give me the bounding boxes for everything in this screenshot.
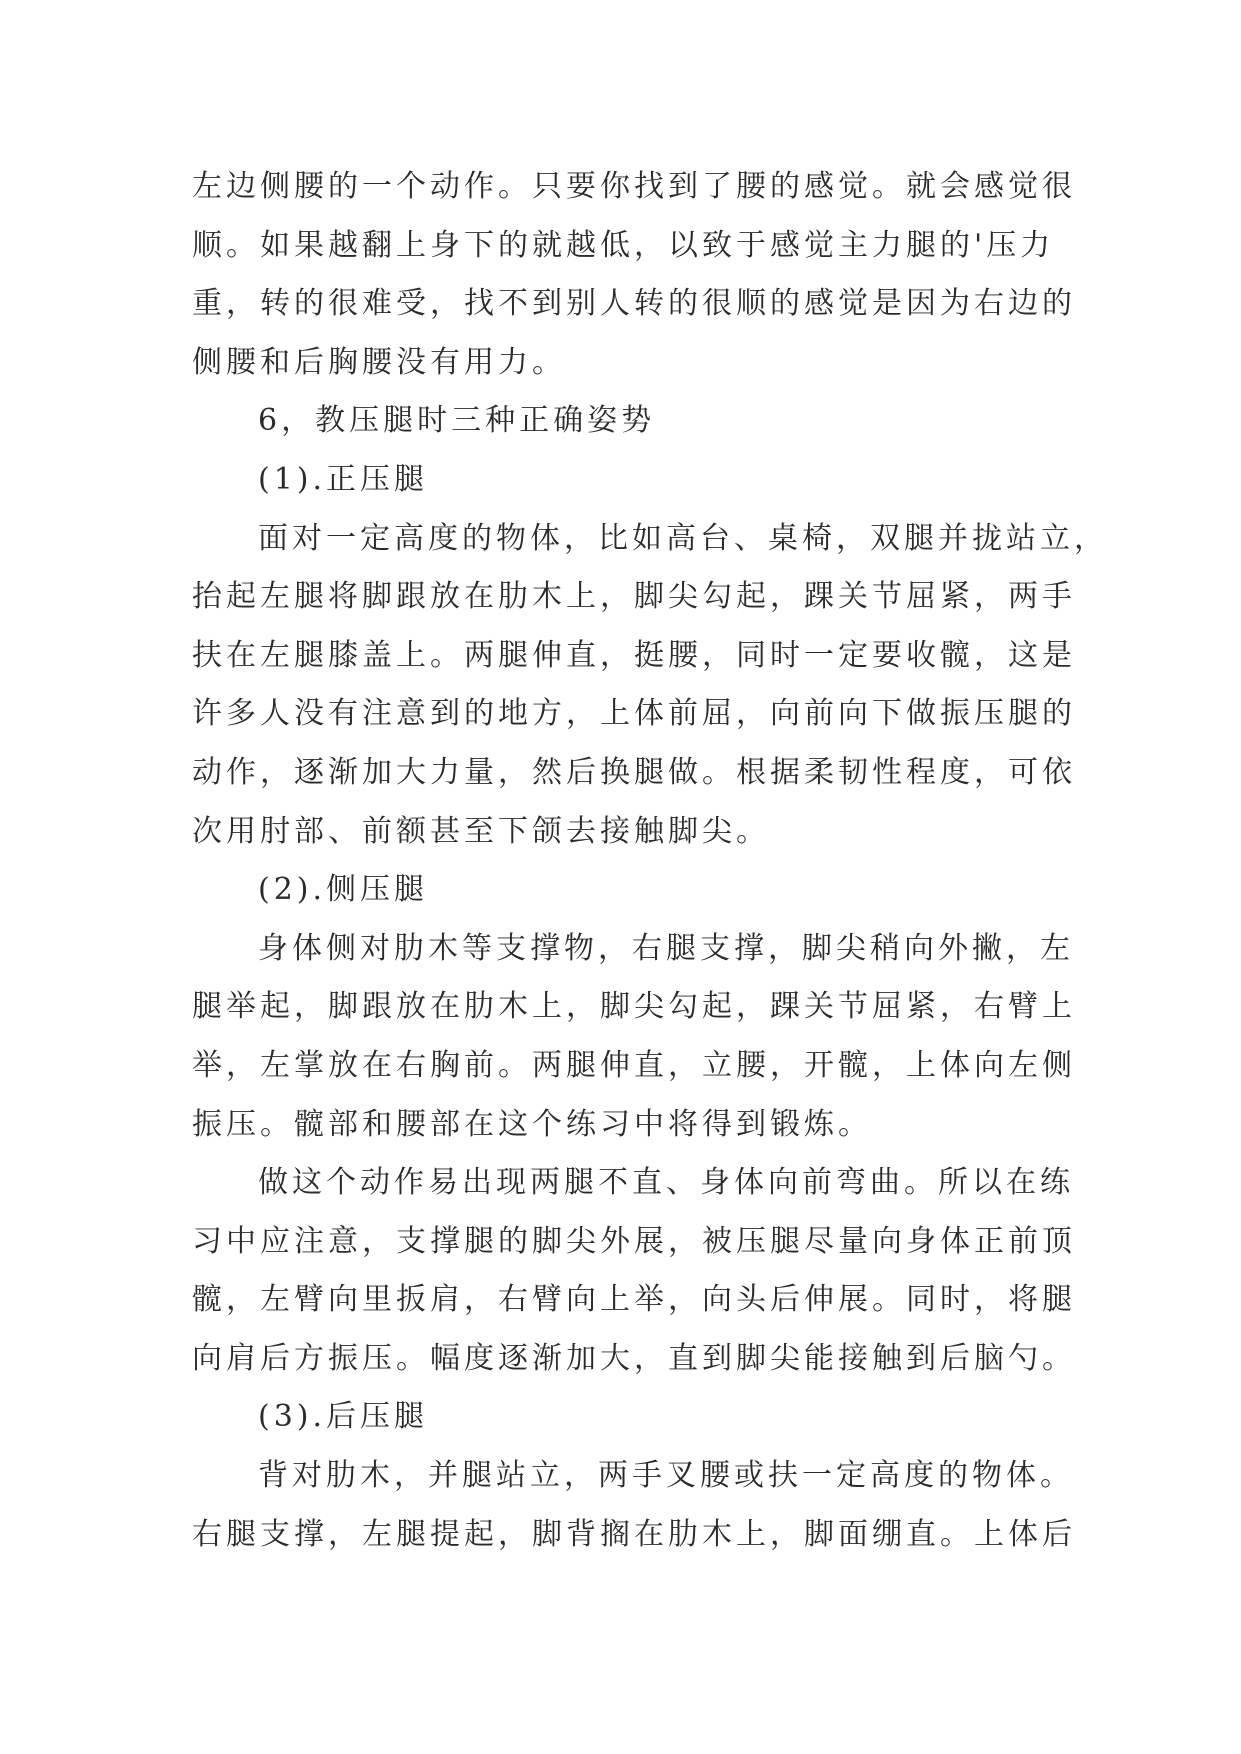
text-line-17: 振压。髋部和腰部在这个练习中将得到锻炼。	[192, 1106, 872, 1142]
text-line-1: 左边侧腰的一个动作。只要你找到了腰的感觉。就会感觉很	[192, 169, 1076, 204]
text-line-9: 扶在左腿膝盖上。两腿伸直，挺腰，同时一定要收髋，这是	[192, 637, 1076, 673]
text-line-4: 侧腰和后胸腰没有用力。	[192, 344, 566, 380]
text-line-12: 次用肘部、前额甚至下颌去接触脚尖。	[192, 813, 770, 849]
text-line-21: 向肩后方振压。幅度逐渐加大，直到脚尖能接触到后脑勺。	[192, 1340, 1076, 1376]
text-line-20: 髋，左臂向里扳肩，右臂向上举，向头后伸展。同时，将腿	[192, 1282, 1076, 1318]
text-line-2: 顺。如果越翻上身下的就越低，以致于感觉主力腿的'压力	[192, 227, 1055, 263]
text-line-14: 身体侧对肋木等支撑物，右腿支撑，脚尖稍向外撇，左	[258, 930, 1074, 966]
subheading-side-press: (2).侧压腿	[258, 872, 429, 908]
document-body	[192, 158, 1108, 1564]
text-line-16: 举，左掌放在右胸前。两腿伸直，立腰，开髋，上体向左侧	[192, 1047, 1076, 1083]
text-line-11: 动作，逐渐加大力量，然后换腿做。根据柔韧性程度，可依	[192, 754, 1076, 790]
text-line-8: 抬起左腿将脚跟放在肋木上，脚尖勾起，踝关节屈紧，两手	[192, 579, 1076, 615]
text-line-15: 腿举起，脚跟放在肋木上，脚尖勾起，踝关节屈紧，右臂上	[192, 989, 1076, 1025]
subheading-front-press: (1).正压腿	[258, 461, 429, 497]
text-line-23: 背对肋木，并腿站立，两手叉腰或扶一定高度的物体。	[258, 1458, 1074, 1494]
subheading-back-press: (3).后压腿	[258, 1399, 429, 1435]
text-line-24: 右腿支撑，左腿提起，脚背搁在肋木上，脚面绷直。上体后	[192, 1516, 1076, 1552]
text-line-3: 重，转的很难受，找不到别人转的很顺的感觉是因为右边的	[192, 286, 1076, 322]
text-line-18: 做这个动作易出现两腿不直、身体向前弯曲。所以在练	[258, 1165, 1074, 1201]
text-line-7: 面对一定高度的物体，比如高台、桌椅，双腿并拢站立，	[258, 520, 1108, 556]
text-line-19: 习中应注意，支撑腿的脚尖外展，被压腿尽量向身体正前顶	[192, 1223, 1076, 1259]
section-heading: 6，教压腿时三种正确姿势	[258, 403, 656, 439]
text-line-10: 许多人没有注意到的地方，上体前屈，向前向下做振压腿的	[192, 696, 1076, 732]
